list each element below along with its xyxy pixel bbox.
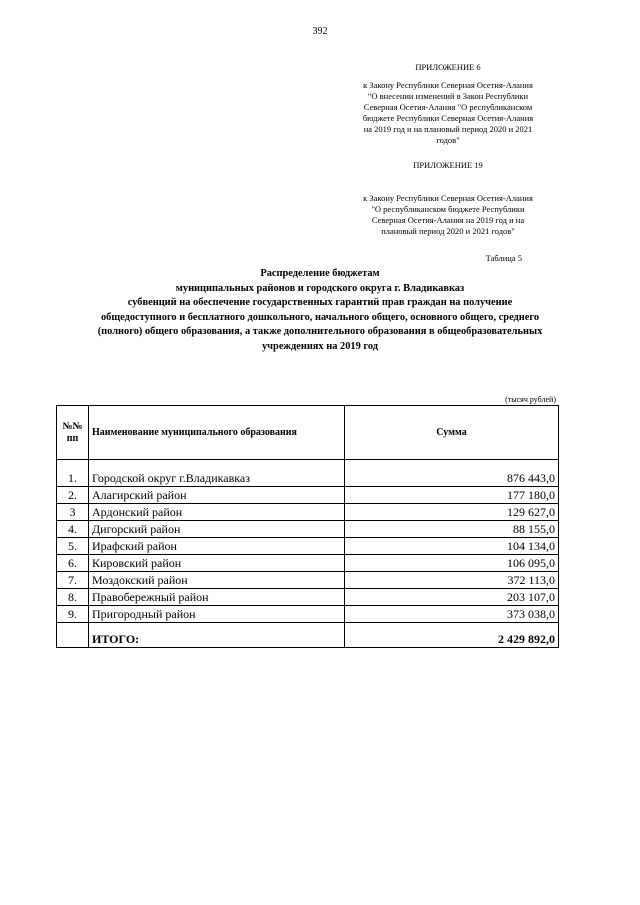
table-row — [57, 606, 559, 623]
document-title — [36, 267, 604, 354]
row-name: Правобережный район — [89, 589, 345, 606]
appendix-6-line: к Закону Республики Северная Осетия-Алания — [363, 80, 533, 90]
total-number-cell — [57, 623, 89, 648]
total-label: ИТОГО: — [89, 623, 345, 648]
header-number-line1: №№ — [62, 420, 83, 432]
appendix-6-line: на 2019 год и на плановый период 2020 и 2021 — [363, 124, 533, 134]
appendix-6-line: годов" — [436, 135, 460, 145]
row-number: 9. — [57, 606, 89, 623]
title-line: учреждениях на 2019 год — [261, 340, 378, 352]
appendix-6-line: Северная Осетия-Алания "О республиканском — [363, 102, 533, 112]
row-name: Пригородный район — [89, 606, 345, 623]
row-number: 6. — [57, 555, 89, 572]
appendix-19-heading: ПРИЛОЖЕНИЕ 19 — [413, 160, 483, 170]
row-sum: 373 038,0 — [345, 606, 559, 623]
header-sum: Сумма — [345, 406, 559, 460]
table-number: Таблица 5 — [485, 253, 522, 263]
row-number: 2. — [57, 487, 89, 504]
row-sum: 104 134,0 — [345, 538, 559, 555]
table-row — [57, 538, 559, 555]
row-name: Моздокский район — [89, 572, 345, 589]
header-number-line2: пп — [66, 432, 79, 444]
appendix-19-line: Северная Осетия-Алания на 2019 год и на — [371, 215, 525, 225]
units-label: (тысяч рублей) — [505, 395, 556, 404]
appendix-19-line: "О республиканском бюджете Республики — [371, 204, 525, 214]
row-sum: 106 095,0 — [345, 555, 559, 572]
appendix-19-line: плановый период 2020 и 2021 годов" — [381, 226, 515, 236]
title-line: общедоступного и бесплатного дошкольного, начального общего, основного общего, среднего — [100, 311, 540, 323]
appendix-6-line: "О внесении изменений в Закон Республики — [367, 91, 529, 101]
table-header-row — [57, 406, 559, 460]
row-name: Алагирский район — [89, 487, 345, 504]
row-name: Кировский район — [89, 555, 345, 572]
row-name: Ардонский район — [89, 504, 345, 521]
header-name: Наименование муниципального образования — [89, 406, 345, 460]
row-sum: 372 113,0 — [345, 572, 559, 589]
row-sum: 876 443,0 — [345, 460, 559, 487]
row-name: Городской округ г.Владикавказ — [89, 460, 345, 487]
row-number: 4. — [57, 521, 89, 538]
table-row — [57, 555, 559, 572]
table-row — [57, 589, 559, 606]
header-number — [57, 406, 89, 460]
row-number: 5. — [57, 538, 89, 555]
title-line: муниципальных районов и городского округа г. Владикавказ — [175, 282, 465, 294]
total-sum: 2 429 892,0 — [345, 623, 559, 648]
appendix-6-heading: ПРИЛОЖЕНИЕ 6 — [415, 62, 481, 72]
row-number: 8. — [57, 589, 89, 606]
table-row — [57, 460, 559, 487]
row-sum: 88 155,0 — [345, 521, 559, 538]
table-row — [57, 487, 559, 504]
appendix-19-line: к Закону Республики Северная Осетия-Алания — [363, 193, 533, 203]
table-total-row — [57, 623, 559, 648]
row-sum: 177 180,0 — [345, 487, 559, 504]
row-number: 1. — [57, 460, 89, 487]
table-row — [57, 521, 559, 538]
budget-table — [56, 405, 559, 648]
row-number: 3 — [57, 504, 89, 521]
table-row — [57, 572, 559, 589]
appendix-6-text — [330, 80, 566, 146]
page-number: 392 — [312, 26, 328, 37]
title-line: субвенций на обеспечение государственных гарантий прав граждан на получение — [127, 297, 513, 308]
title-line: Распределение бюджетам — [260, 268, 380, 279]
row-sum: 203 107,0 — [345, 589, 559, 606]
appendix-19-text — [330, 193, 566, 237]
row-name: Ирафский район — [89, 538, 345, 555]
row-name: Дигорский район — [89, 521, 345, 538]
title-line: (полного) общего образования, а также дополнительного образования в общеобразовательных — [97, 326, 543, 337]
row-number: 7. — [57, 572, 89, 589]
row-sum: 129 627,0 — [345, 504, 559, 521]
table-row — [57, 504, 559, 521]
appendix-6-line: бюджете Республики Северная Осетия-Алания — [362, 113, 534, 123]
